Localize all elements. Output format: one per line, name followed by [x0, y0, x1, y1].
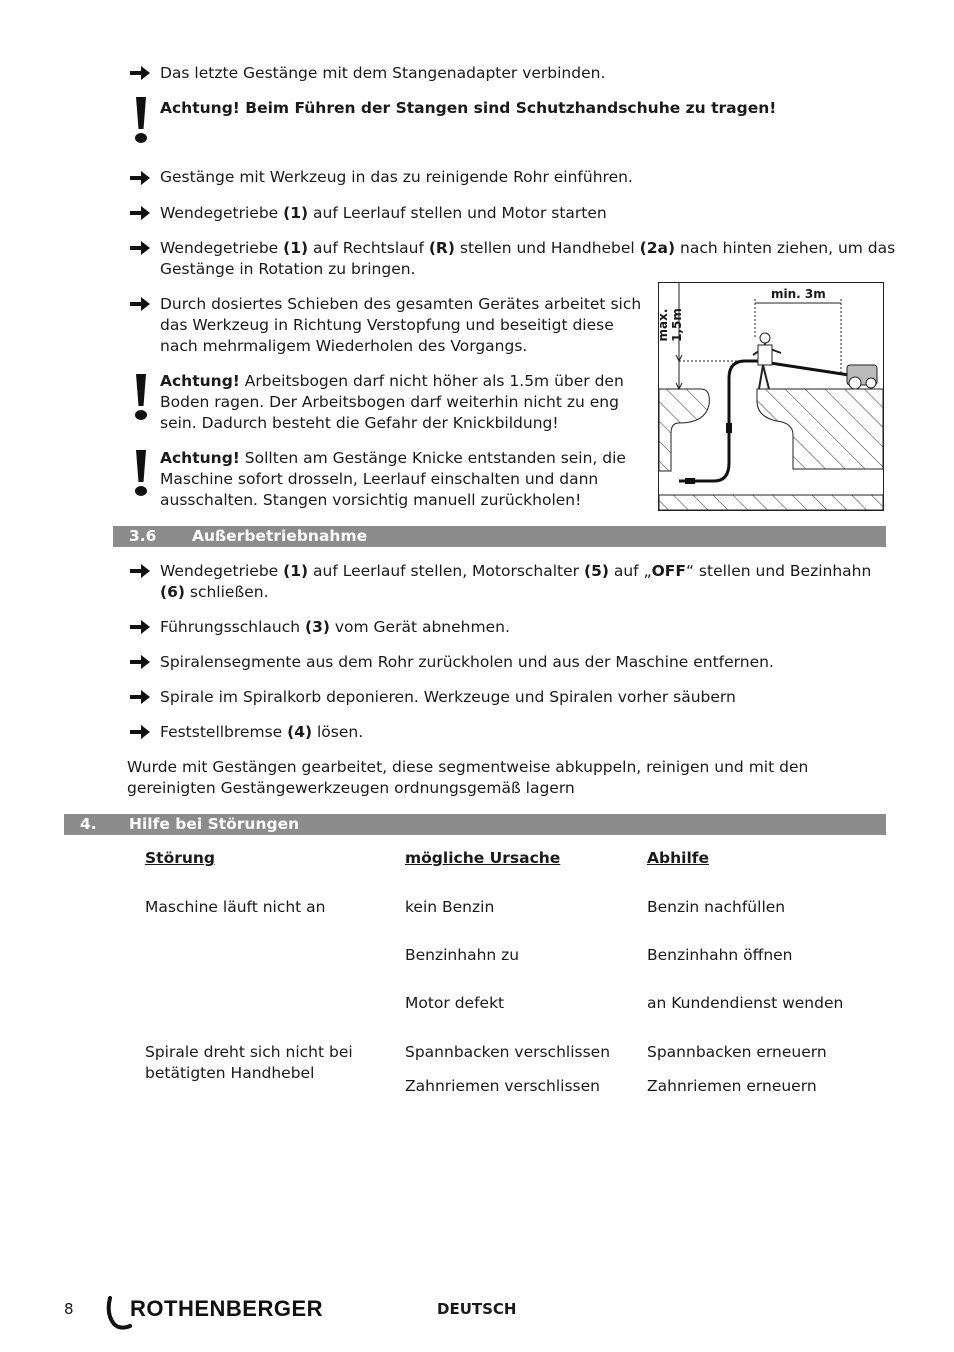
section-number: 4. — [80, 815, 97, 833]
arrow-bullet-icon — [130, 620, 150, 634]
step-idle-start: Wendegetriebe (1) auf Leerlauf stellen und Motor starten — [160, 204, 607, 222]
warning-kinks: Achtung! Sollten am Gestänge Knicke entstanden sein, die Maschine sofort drosseln, Leerlauf einschalten und dann ausschalten. Stangen vorsichtig manuell zurückholen! — [160, 449, 626, 509]
min-distance-label: min. 3m — [771, 287, 826, 301]
table-header-abhilfe: Abhilfe — [647, 849, 710, 867]
table-cell: Maschine läuft nicht an — [145, 898, 326, 916]
table-header-stoerung: Störung — [145, 849, 216, 867]
warning-gloves: Achtung! Beim Führen der Stangen sind Schutzhandschuhe zu tragen! — [160, 99, 777, 117]
arrow-bullet-icon — [130, 297, 150, 311]
table-cell: Zahnriemen verschlissen — [405, 1077, 600, 1095]
table-header-ursache: mögliche Ursache — [405, 849, 561, 867]
step-release-brake: Feststellbremse (4) lösen. — [160, 723, 364, 741]
step-remove-hose: Führungsschlauch (3) vom Gerät abnehmen. — [160, 618, 510, 636]
table-cell: Spirale dreht sich nicht bei betätigten Handhebel — [145, 1043, 353, 1082]
arrow-bullet-icon — [130, 241, 150, 255]
table-cell: Benzin nachfüllen — [647, 898, 786, 916]
brand-logo: ROTHENBERGER — [104, 1294, 344, 1334]
warning-icon — [132, 97, 150, 143]
arrow-bullet-icon — [130, 66, 150, 80]
language-label: DEUTSCH — [437, 1300, 517, 1318]
table-cell: Motor defekt — [405, 994, 505, 1012]
section-header-4 — [64, 814, 886, 835]
section-header-3-6 — [113, 526, 886, 547]
arrow-bullet-icon — [130, 690, 150, 704]
arrow-bullet-icon — [130, 564, 150, 578]
arrow-bullet-icon — [130, 655, 150, 669]
step-shutdown-switch: Wendegetriebe (1) auf Leerlauf stellen, Motorschalter (5) auf „OFF“ stellen und Bezinhahn (6) schließen. — [160, 562, 872, 601]
table-cell: Zahnriemen erneuern — [647, 1077, 817, 1095]
section-title: Außerbetriebnahme — [192, 527, 368, 545]
warning-icon — [132, 374, 150, 420]
max-height-label: max. 1,5m — [656, 308, 684, 342]
step-push-device: Durch dosiertes Schieben des gesamten Gerätes arbeitet sich das Werkzeug in Richtung Verstopfung und beseitigt diese nach mehrmaligem Wiederholen des Vorgangs. — [160, 295, 642, 355]
arrow-bullet-icon — [130, 171, 150, 185]
table-cell: Spannbacken erneuern — [647, 1043, 827, 1061]
page-number: 8 — [64, 1300, 74, 1318]
rods-storage-paragraph: Wurde mit Gestängen gearbeitet, diese segmentweise abkuppeln, reinigen und mit den gereinigten Gestängewerkzeugen ordnungsgemäß lagern — [127, 758, 809, 797]
table-cell: an Kundendienst wenden — [647, 994, 844, 1012]
table-cell: Benzinhahn öffnen — [647, 946, 793, 964]
table-cell: kein Benzin — [405, 898, 495, 916]
step-rotation: Wendegetriebe (1) auf Rechtslauf (R) stellen und Handhebel (2a) nach hinten ziehen, um das Gestänge in Rotation zu bringen. — [160, 239, 896, 278]
section-title: Hilfe bei Störungen — [129, 815, 300, 833]
table-cell: Benzinhahn zu — [405, 946, 520, 964]
step-retrieve-spiral: Spiralensegmente aus dem Rohr zurückholen und aus der Maschine entfernen. — [160, 653, 774, 671]
step-store-spiral: Spirale im Spiralkorb deponieren. Werkzeuge und Spiralen vorher säubern — [160, 688, 736, 706]
working-arc-diagram — [658, 282, 884, 511]
warning-icon — [132, 450, 150, 496]
step-insert-rods: Gestänge mit Werkzeug in das zu reinigende Rohr einführen. — [160, 168, 633, 186]
arrow-bullet-icon — [130, 206, 150, 220]
section-number: 3.6 — [129, 527, 157, 545]
table-cell: Spannbacken verschlissen — [405, 1043, 611, 1061]
step-connect-adapter: Das letzte Gestänge mit dem Stangenadapter verbinden. — [160, 64, 606, 82]
warning-arc-height: Achtung! Arbeitsbogen darf nicht höher als 1.5m über den Boden ragen. Der Arbeitsbogen darf weiterhin nicht zu eng sein. Dadurch besteht die Gefahr der Knickbildung! — [160, 372, 624, 432]
arrow-bullet-icon — [130, 725, 150, 739]
